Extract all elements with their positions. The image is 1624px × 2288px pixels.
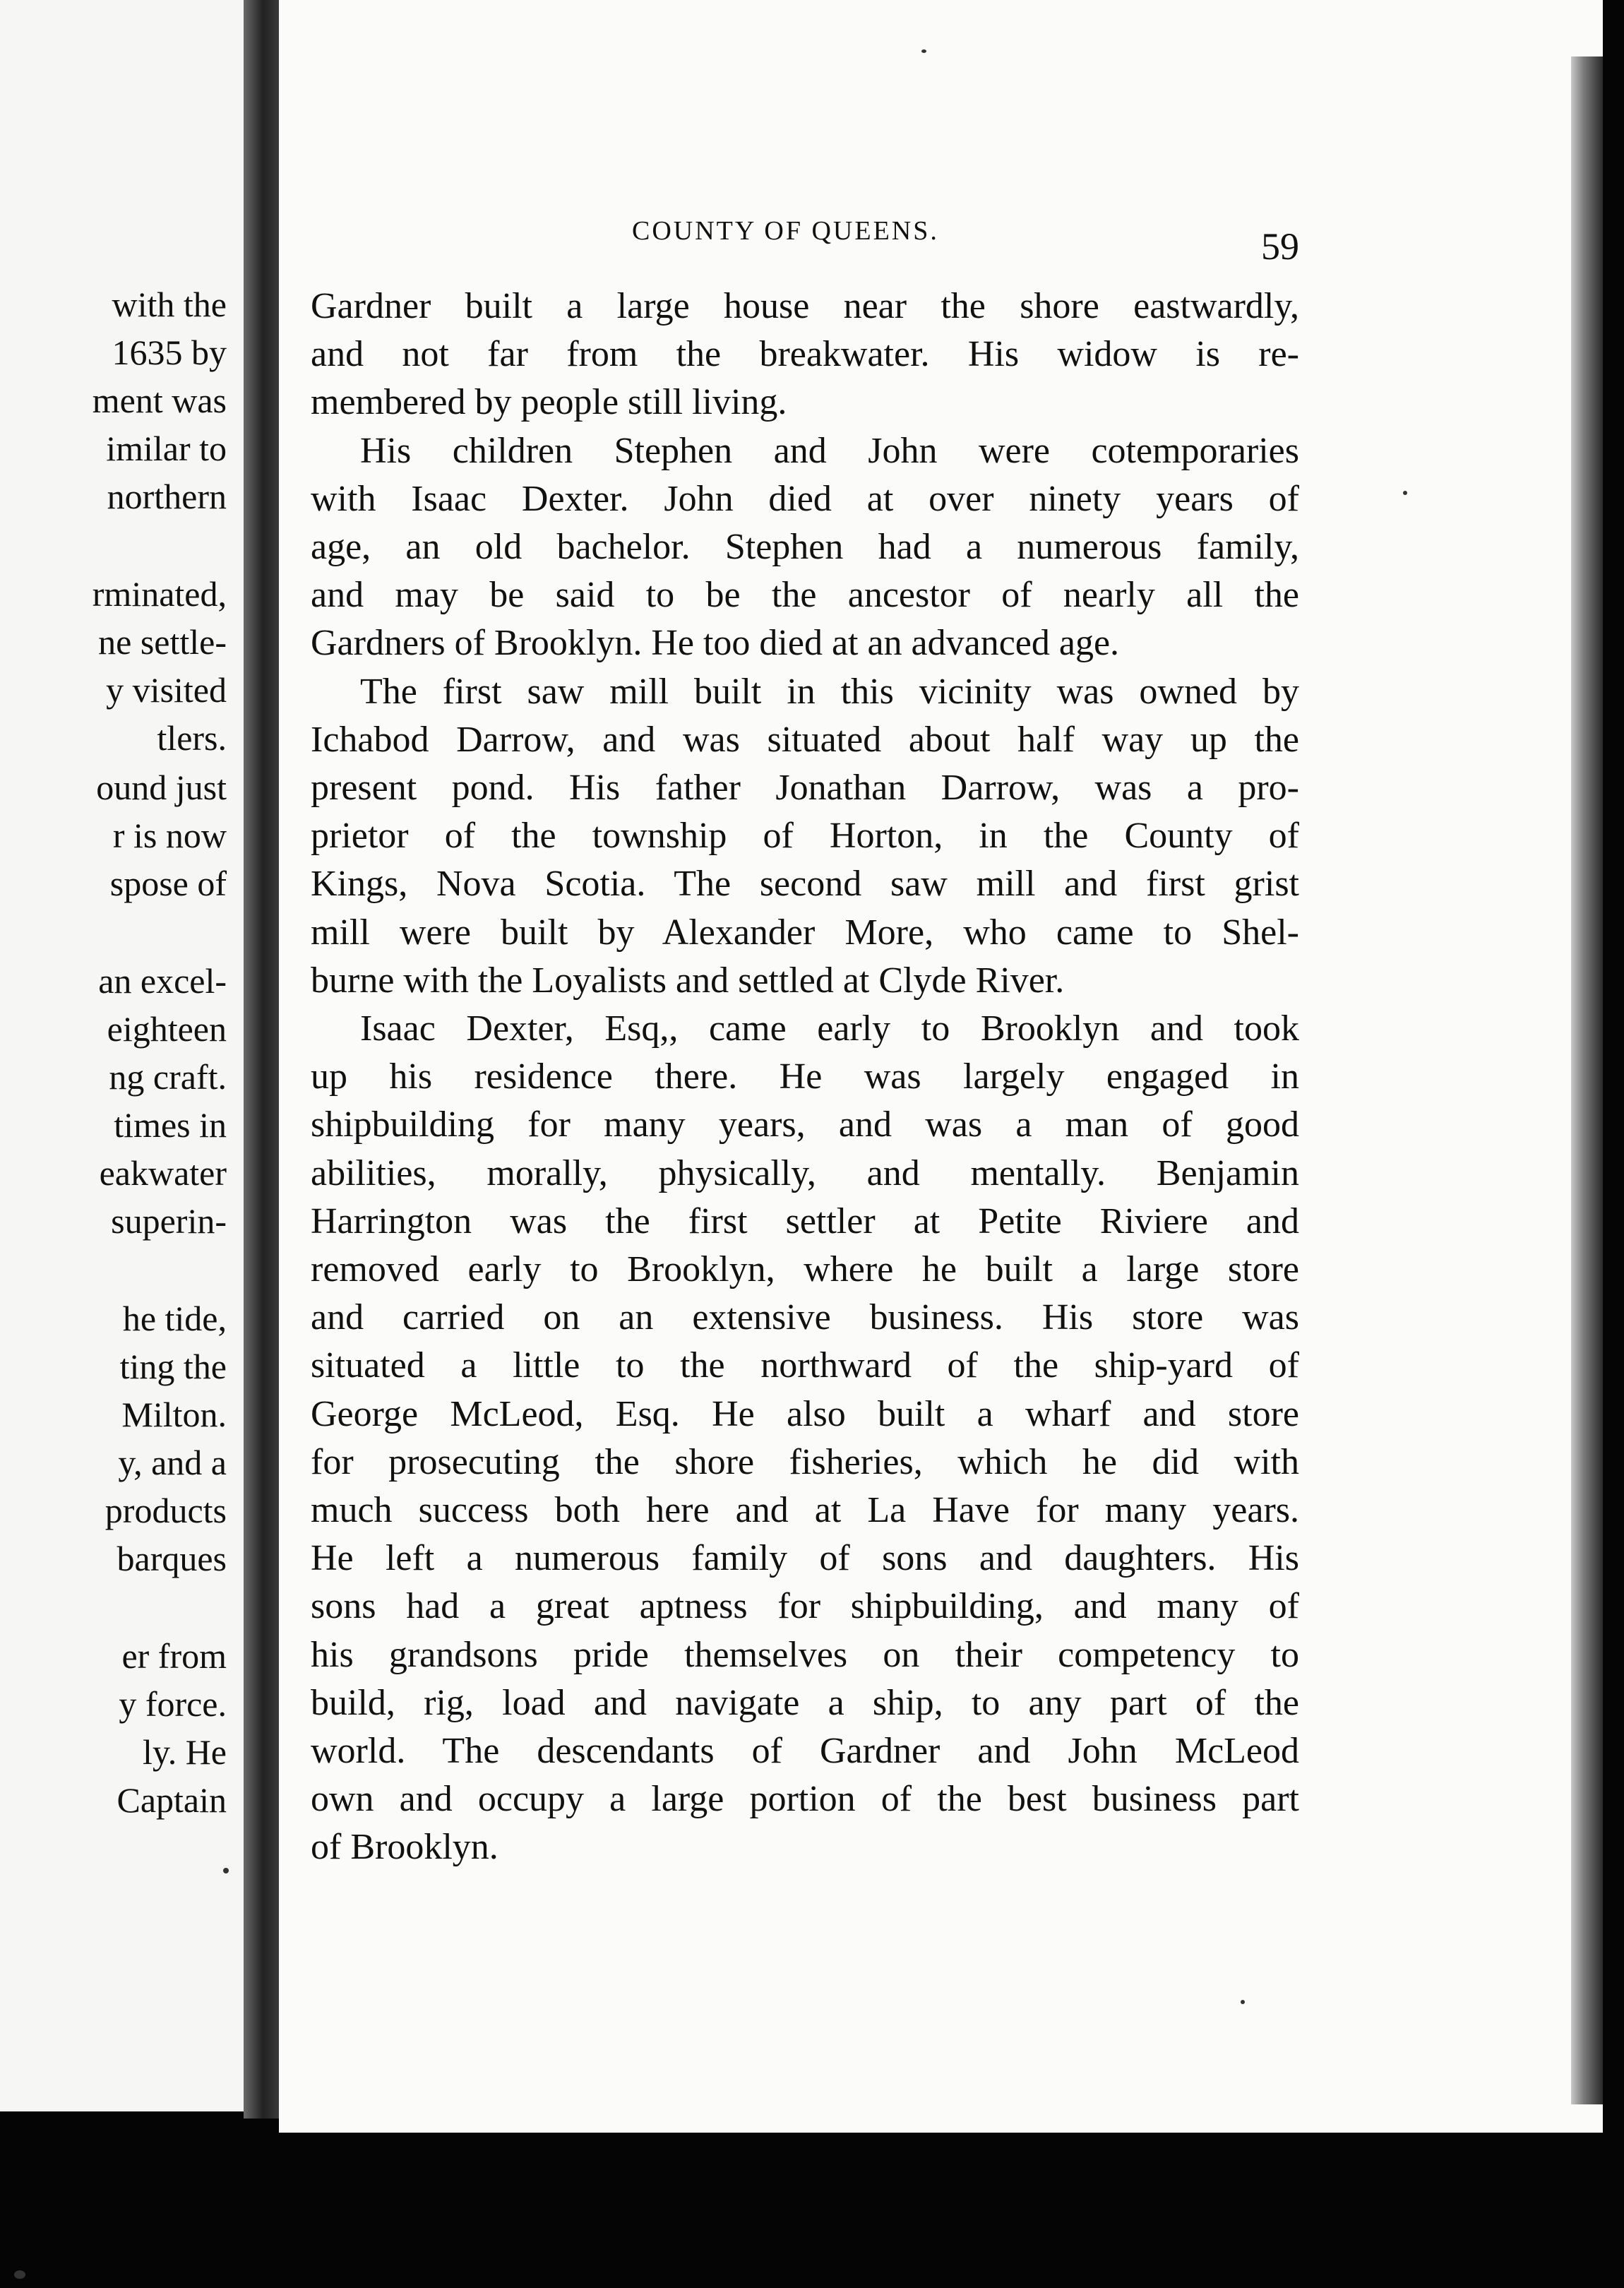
left-page-line: eighteen — [107, 1009, 227, 1049]
left-page-line: Captain — [117, 1780, 227, 1820]
left-page-line: ment was — [92, 381, 227, 420]
left-page-line: superin- — [111, 1201, 227, 1241]
body-line: Gardners of Brooklyn. He too died at an advanced age. — [311, 623, 1120, 663]
body-line: Harrington was the first settler at Petite Riviere and — [311, 1201, 1299, 1241]
left-page-line: ting the — [119, 1347, 227, 1386]
body-line: abilities, morally, physically, and mentally. Benjamin — [311, 1153, 1299, 1193]
body-line: removed early to Brooklyn, where he built a large store — [311, 1249, 1299, 1289]
body-line: present pond. His father Jonathan Darrow, was a pro- — [311, 768, 1299, 808]
body-line: of Brooklyn. — [311, 1827, 498, 1867]
body-line: mill were built by Alexander More, who came to Shel- — [311, 912, 1299, 953]
body-line: age, an old bachelor. Stephen had a numerous family, — [311, 527, 1299, 567]
body-line: George McLeod, Esq. He also built a wharf and store — [311, 1394, 1299, 1434]
left-page-line: products — [105, 1491, 227, 1530]
body-line: and carried on an extensive business. His store was — [311, 1297, 1299, 1337]
left-page-line: barques — [117, 1539, 227, 1578]
body-line: Gardner built a large house near the shore eastwardly, — [311, 286, 1299, 326]
page-number: 59 — [1261, 225, 1299, 268]
body-line: his grandsons pride themselves on their competency to — [311, 1635, 1299, 1675]
body-line: sons had a great aptness for shipbuilding, and many of — [311, 1586, 1299, 1626]
body-line: Kings, Nova Scotia. The second saw mill and first grist — [311, 864, 1299, 904]
body-line: Ichabod Darrow, and was situated about half way up the — [311, 720, 1299, 760]
body-line: much success both here and at La Have for many years. — [311, 1490, 1299, 1530]
left-page-line: 1635 by — [112, 333, 227, 372]
left-page — [0, 0, 244, 2111]
left-page-line: with the — [112, 285, 227, 324]
body-line: and may be said to be the ancestor of nearly all the — [311, 575, 1299, 615]
page-speck — [1403, 491, 1407, 495]
left-page-line: times in — [114, 1105, 227, 1145]
body-line: The first saw mill built in this vicinity was owned by — [360, 672, 1299, 712]
body-line: for prosecuting the shore fisheries, which he did with — [311, 1442, 1299, 1482]
left-page-line: ne settle- — [98, 622, 227, 662]
left-page-line: y visited — [106, 670, 227, 710]
body-line: prietor of the township of Horton, in the County of — [311, 816, 1299, 856]
body-line: up his residence there. He was largely engaged in — [311, 1056, 1299, 1097]
page-speck — [223, 1868, 229, 1873]
page-speck — [1241, 2000, 1245, 2004]
left-page-line: ng craft. — [109, 1057, 227, 1097]
left-page-line: an excel- — [98, 961, 227, 1001]
body-line: membered by people still living. — [311, 382, 787, 422]
left-page-line: eakwater — [99, 1153, 227, 1193]
left-page-line: rminated, — [92, 574, 227, 614]
left-page-line: spose of — [109, 864, 227, 903]
body-line: own and occupy a large portion of the best business part — [311, 1779, 1299, 1819]
left-page-line: ound just — [96, 768, 227, 807]
body-line: and not far from the breakwater. His widow is re- — [311, 334, 1299, 374]
running-head: COUNTY OF QUEENS. — [632, 216, 939, 246]
body-line: His children Stephen and John were cotemporaries — [360, 431, 1299, 471]
left-page-line: y, and a — [118, 1443, 227, 1482]
body-line: build, rig, load and navigate a ship, to any part of the — [311, 1683, 1299, 1723]
left-page-line: imilar to — [106, 429, 227, 468]
body-line: situated a little to the northward of the ship-yard of — [311, 1345, 1299, 1386]
body-line: shipbuilding for many years, and was a man of good — [311, 1104, 1299, 1145]
left-page-line: Milton. — [121, 1395, 227, 1434]
left-page-line: northern — [107, 477, 227, 516]
page-speck — [921, 49, 926, 53]
left-page-line: he tide, — [122, 1299, 227, 1338]
left-page-line: ly. He — [143, 1732, 227, 1772]
body-line: He left a numerous family of sons and daughters. His — [311, 1538, 1299, 1578]
left-page-line: er from — [121, 1636, 227, 1676]
body-line: with Isaac Dexter. John died at over ninety years of — [311, 479, 1299, 519]
book-gutter — [244, 0, 279, 2119]
left-page-line: r is now — [112, 816, 227, 855]
page-edge-shadow — [1571, 56, 1603, 2104]
page-speck — [14, 2270, 25, 2279]
body-line: burne with the Loyalists and settled at Clyde River. — [311, 960, 1065, 1001]
left-page-line: y force. — [119, 1684, 227, 1724]
body-line: Isaac Dexter, Esq,, came early to Brooklyn and took — [360, 1008, 1299, 1049]
body-line: world. The descendants of Gardner and John McLeod — [311, 1731, 1299, 1771]
left-page-line: tlers. — [157, 718, 227, 758]
